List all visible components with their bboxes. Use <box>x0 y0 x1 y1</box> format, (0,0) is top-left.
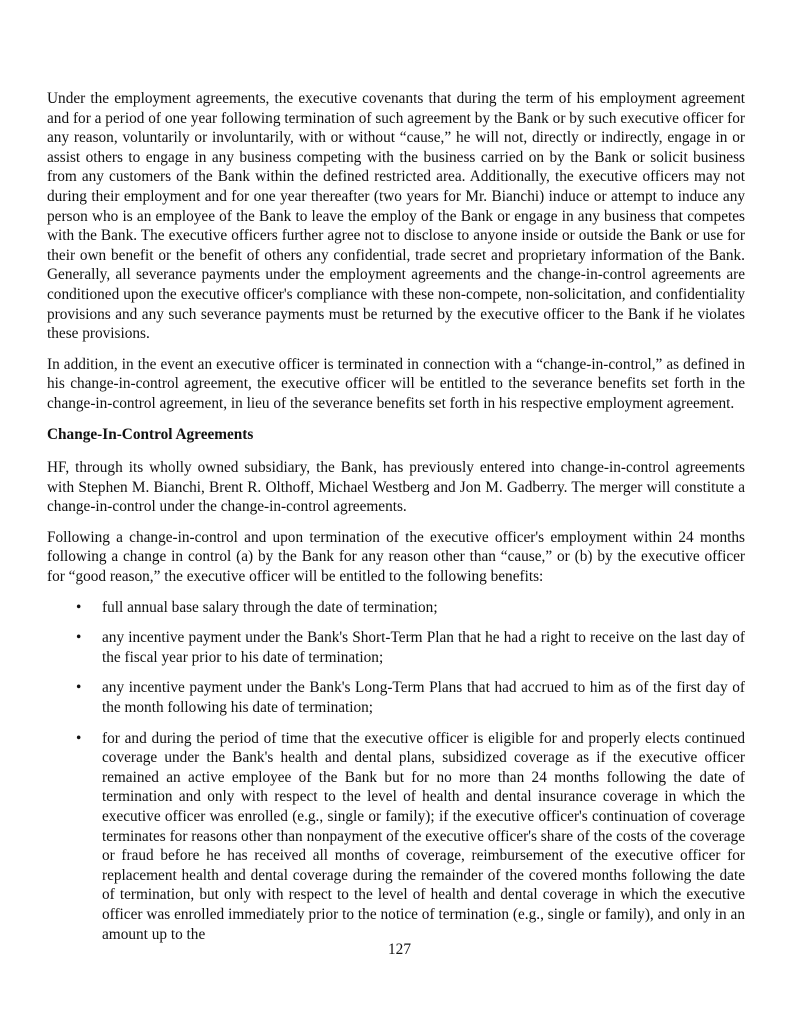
list-item-text: any incentive payment under the Bank's Short-Term Plan that he had a right to receive on the last day of the fiscal year prior to his date of termination; <box>102 629 745 666</box>
benefits-list <box>47 598 745 945</box>
paragraph-cic-agreements: HF, through its wholly owned subsidiary, the Bank, has previously entered into change-in-control agreements with Stephen M. Bianchi, Brent R. Olthoff, Michael Westberg and Jon M. Gadberry. The merger will constitute a change-in-control under the change-in-control agreements. <box>47 459 745 516</box>
list-item <box>47 598 745 618</box>
list-item <box>47 628 745 667</box>
list-item <box>47 729 745 945</box>
bullet-marker: • <box>76 598 82 616</box>
list-item-text: for and during the period of time that the executive officer is eligible for and properly elects continued coverage under the Bank's health and dental plans, subsidized coverage as if the executive officer remained an active employee of the Bank but for no more than 24 months following the date of termination and only with respect to the level of health and dental insurance coverage in which the executive officer was enrolled (e.g., single or family); if the executive officer's continuation of coverage terminates for reasons other than nonpayment of the executive officer's share of the costs of the coverage or fraud before he has received all months of coverage, reimbursement of the executive officer for replacement health and dental coverage during the remainder of the covered months following the date of termination, but only with respect to the level of health and dental coverage in which the executive officer was enrolled immediately prior to the notice of termination (e.g., single or family), and only in an amount up to the <box>102 729 745 943</box>
paragraph-change-in-control-termination: In addition, in the event an executive officer is terminated in connection with a “change-in-control,” as defined in his change-in-control agreement, the executive officer will be entitled to the severance benefits set forth in the change-in-control agreement, in lieu of the severance benefits set forth in his respective employment agreement. <box>47 355 745 412</box>
document-page <box>47 89 745 955</box>
section-heading: Change-In-Control Agreements <box>47 425 254 443</box>
bullet-marker: • <box>76 679 82 697</box>
paragraph-employment-covenants: Under the employment agreements, the executive covenants that during the term of his employment agreement and for a period of one year following termination of such agreement by the Bank or by such executive officer for any reason, voluntarily or involuntarily, with or without “cause,” he will not, directly or indirectly, engage in or assist others to engage in any business competing with the business carried on by the Bank or solicit business from any customers of the Bank within the defined restricted area. Additionally, the executive officers may not during their employment and for one year thereafter (two years for Mr. Bianchi) induce or attempt to induce any person who is an employee of the Bank to leave the employ of the Bank or engage in any business that competes with the Bank. The executive officers further agree not to disclose to anyone inside or outside the Bank or use for their own benefit or the benefit of others any confidential, trade secret and proprietary information of the Bank. Generally, all severance payments under the employment agreements and the change-in-control agreements are conditioned upon the executive officer's compliance with these non-compete, non-solicitation, and confidentiality provisions and any such severance payments must be returned by the executive officer to the Bank if he violates these provisions. <box>47 90 745 343</box>
paragraph-cic-benefits-intro: Following a change-in-control and upon termination of the executive officer's employment within 24 months following a change in control (a) by the Bank for any reason other than “cause,” or (b) by the executive officer for “good reason,” the executive officer will be entitled to the following benefits: <box>47 528 745 586</box>
bullet-marker: • <box>76 729 82 747</box>
list-item-text: full annual base salary through the date of termination; <box>102 598 438 616</box>
list-item <box>47 678 745 717</box>
page-number: 127 <box>388 941 411 958</box>
list-item-text: any incentive payment under the Bank's Long-Term Plans that had accrued to him as of the first day of the month following his date of termination; <box>102 679 745 717</box>
bullet-marker: • <box>76 629 82 647</box>
